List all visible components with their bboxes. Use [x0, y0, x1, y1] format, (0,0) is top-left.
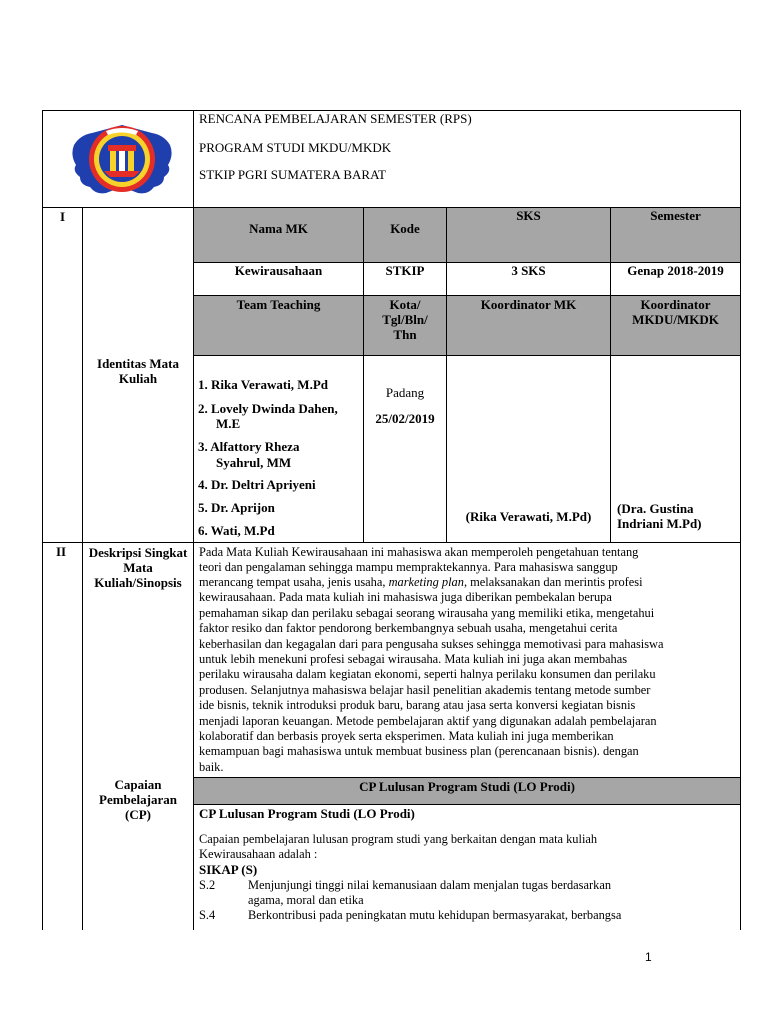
institution-title: STKIP PGRI SUMATERA BARAT: [199, 167, 386, 182]
synopsis-line: kewirausahaan. Pada mata kuliah ini mahasiswa juga diberikan pembekalan berupa: [199, 590, 612, 604]
synopsis-line: untuk lebih menekuni profesi sebagai wirausaha. Mata kuliah ini juga akan membahas: [199, 652, 628, 666]
section-label-identitas: Identitas Mata Kuliah: [97, 356, 179, 386]
institution-logo-icon: [68, 115, 176, 199]
header-sks: SKS: [516, 208, 541, 223]
value-sks: 3 SKS: [511, 263, 546, 278]
synopsis-line: produsen. Selanjutnya mahasiswa belajar hasil penelitian akademis tentang metode sumber: [199, 683, 651, 697]
sikap-code-s2: S.2: [199, 878, 216, 892]
synopsis-line: Pada Mata Kuliah Kewirausahaan ini mahasiswa akan memperoleh pengetahuan tentang: [199, 545, 639, 559]
cp-intro-line-2: Kewirausahaan adalah :: [199, 847, 318, 861]
tanggal-value: 25/02/2019: [375, 411, 435, 426]
page-number: 1: [645, 950, 652, 964]
section-number-1: I: [60, 209, 66, 224]
cp-gray-header: CP Lulusan Program Studi (LO Prodi): [359, 779, 575, 794]
team-member-1: 1. Rika Verawati, M.Pd: [198, 377, 328, 392]
team-member-2: 2. Lovely Dwinda Dahen,: [198, 401, 338, 416]
section-number-2: II: [56, 544, 67, 559]
team-member-3-cont: Syahrul, MM: [216, 455, 292, 470]
synopsis-line: menjadi laporan keuangan. Metode pembelajaran aktif yang digunakan adalah pembelajaran: [199, 714, 657, 728]
cp-subheader: CP Lulusan Program Studi (LO Prodi): [199, 806, 415, 821]
doc-title: RENCANA PEMBELAJARAN SEMESTER (RPS): [199, 111, 472, 126]
team-member-4: 4. Dr. Deltri Apriyeni: [198, 477, 316, 492]
synopsis-line: kolaboratif dan berbasis proyek serta eksperimen. Mata kuliah ini juga memberikan: [199, 729, 614, 743]
sikap-text-s2: Menjunjungi tinggi nilai kemanusiaan dalam menjalan tugas berdasarkan: [248, 878, 612, 892]
section-label-capaian: Capaian Pembelajaran (CP): [99, 777, 177, 822]
synopsis-line: faktor resiko dan faktor pendorong berkembangnya sebuah usaha, mengetahui cerita: [199, 621, 618, 635]
sikap-text-s4: Berkontribusi pada peningkatan mutu kehidupan bermasyarakat, berbangsa: [248, 908, 622, 922]
koordinator-mkdu-name: (Dra. Gustina Indriani M.Pd): [617, 501, 702, 531]
synopsis-line: keberhasilan dan kegagalan dari para pengusaha sukses sehingga memotivasi para mahasiswa: [199, 637, 664, 651]
cp-intro-line-1: Capaian pembelajaran lulusan program studi yang berkaitan dengan mata kuliah: [199, 832, 598, 846]
synopsis-line: merancang tempat usaha, jenis usaha, marketing plan, melaksanakan dan merintis profesi: [199, 575, 643, 589]
team-member-2-cont: M.E: [216, 416, 241, 431]
kota-value: Padang: [385, 385, 425, 400]
team-member-6: 6. Wati, M.Pd: [198, 523, 275, 538]
synopsis-line: perilaku wirausaha dalam kegiatan ekonomi, seperti halnya perilaku konsumen dan perilaku: [199, 667, 656, 681]
value-semester: Genap 2018-2019: [627, 263, 724, 278]
synopsis-line: teori dan pengalaman sehingga mampu mempraktekannya. Para mahasiswa sanggup: [199, 560, 618, 574]
program-studi-title: PROGRAM STUDI MKDU/MKDK: [199, 140, 392, 155]
header-team-teaching: Team Teaching: [236, 297, 321, 312]
koordinator-mk-name: (Rika Verawati, M.Pd): [465, 509, 592, 524]
team-member-3: 3. Alfattory Rheza: [198, 439, 300, 454]
synopsis-line: baik.: [199, 760, 224, 774]
header-koordinator-mkdu: Koordinator MKDU/MKDK: [632, 297, 719, 327]
synopsis-line: pemahaman sikap dan perilaku sebagai seorang wirausaha yang memiliki etika, mengetahui: [199, 606, 655, 620]
header-kode: Kode: [390, 221, 420, 236]
header-nama-mk: Nama MK: [249, 221, 308, 236]
header-koordinator-mk: Koordinator MK: [480, 297, 577, 312]
header-kota: Kota/ Tgl/Bln/ Thn: [382, 297, 428, 342]
sikap-heading: SIKAP (S): [199, 862, 258, 877]
header-semester: Semester: [650, 208, 701, 223]
sikap-text-s2-cont: agama, moral dan etika: [248, 893, 364, 907]
synopsis-line: ide bisnis, teknik introduksi produk baru, barang atau jasa serta konversi kegiatan bisnis: [199, 698, 636, 712]
section-label-deskripsi: Deskripsi Singkat Mata Kuliah/Sinopsis: [88, 545, 188, 590]
value-kode: STKIP: [385, 263, 425, 278]
sikap-code-s4: S.4: [199, 908, 216, 922]
synopsis-line: kemampuan bagi mahasiswa untuk membuat business plan (perencanaan bisnis). dengan: [199, 744, 639, 758]
value-nama-mk: Kewirausahaan: [234, 263, 323, 278]
team-member-5: 5. Dr. Aprijon: [198, 500, 275, 515]
